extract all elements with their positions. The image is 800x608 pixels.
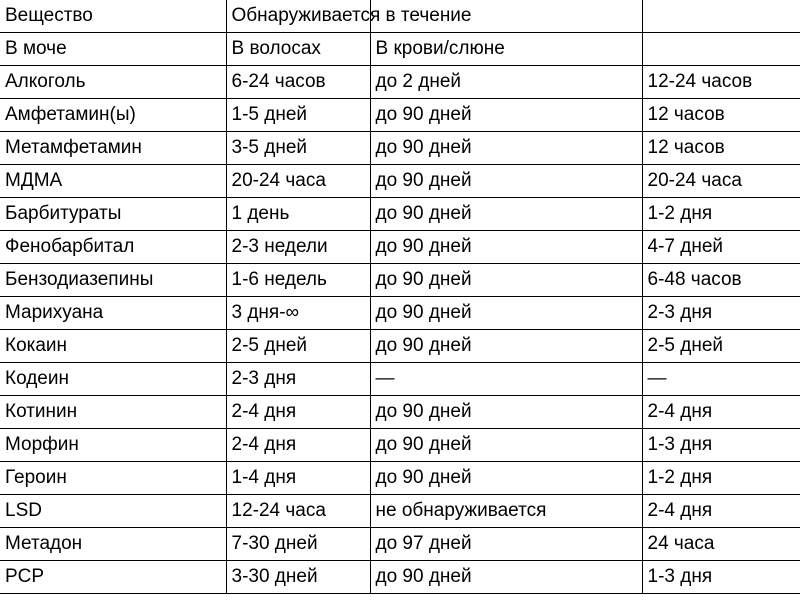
blood-cell: до 90 дней bbox=[370, 165, 642, 198]
blood-cell: до 90 дней bbox=[370, 264, 642, 297]
hair-cell: 6-24 часов bbox=[226, 66, 370, 99]
hair-cell: 2-4 дня bbox=[226, 429, 370, 462]
hair-cell: 20-24 часа bbox=[226, 165, 370, 198]
blood-cell: до 90 дней bbox=[370, 99, 642, 132]
table-row bbox=[0, 363, 800, 396]
substance-cell: МДМА bbox=[0, 165, 226, 198]
header-row bbox=[0, 0, 800, 33]
table-row bbox=[0, 462, 800, 495]
table-row bbox=[0, 132, 800, 165]
hair-cell: 3 дня-∞ bbox=[226, 297, 370, 330]
extra-cell: 2-5 дней bbox=[642, 330, 800, 363]
table-row bbox=[0, 396, 800, 429]
substance-cell: Котинин bbox=[0, 396, 226, 429]
subheader-cell: В моче bbox=[0, 33, 226, 66]
subheader-cell: В волосах bbox=[226, 33, 370, 66]
table-row bbox=[0, 330, 800, 363]
extra-cell: 6-48 часов bbox=[642, 264, 800, 297]
hair-cell: 2-5 дней bbox=[226, 330, 370, 363]
substance-cell: Героин bbox=[0, 462, 226, 495]
extra-cell: 2-4 дня bbox=[642, 495, 800, 528]
substance-cell: Кокаин bbox=[0, 330, 226, 363]
blood-cell: до 90 дней bbox=[370, 132, 642, 165]
blood-cell: до 90 дней bbox=[370, 561, 642, 594]
substance-cell: Кодеин bbox=[0, 363, 226, 396]
table-row bbox=[0, 66, 800, 99]
extra-cell: — bbox=[642, 363, 800, 396]
table-row bbox=[0, 231, 800, 264]
substance-cell: Бензодиазепины bbox=[0, 264, 226, 297]
substance-cell: Фенобарбитал bbox=[0, 231, 226, 264]
table-row bbox=[0, 264, 800, 297]
hair-cell: 3-5 дней bbox=[226, 132, 370, 165]
hair-cell: 12-24 часа bbox=[226, 495, 370, 528]
substance-cell: Алкоголь bbox=[0, 66, 226, 99]
extra-cell: 1-3 дня bbox=[642, 429, 800, 462]
substance-cell: Метадон bbox=[0, 528, 226, 561]
substance-cell: Барбитураты bbox=[0, 198, 226, 231]
table-row bbox=[0, 198, 800, 231]
substance-cell: Амфетамин(ы) bbox=[0, 99, 226, 132]
substance-cell: Марихуана bbox=[0, 297, 226, 330]
table-row bbox=[0, 297, 800, 330]
substance-cell: PCP bbox=[0, 561, 226, 594]
extra-cell: 1-2 дня bbox=[642, 198, 800, 231]
extra-cell: 1-2 дня bbox=[642, 462, 800, 495]
hair-cell: 2-4 дня bbox=[226, 396, 370, 429]
table-row bbox=[0, 99, 800, 132]
blood-cell: не обнаруживается bbox=[370, 495, 642, 528]
hair-cell: 2-3 дня bbox=[226, 363, 370, 396]
substance-cell: Морфин bbox=[0, 429, 226, 462]
subheader-cell: В крови/слюне bbox=[370, 33, 642, 66]
blood-cell: до 90 дней bbox=[370, 396, 642, 429]
hair-cell: 1-4 дня bbox=[226, 462, 370, 495]
table-row bbox=[0, 165, 800, 198]
extra-cell: 2-4 дня bbox=[642, 396, 800, 429]
hair-cell: 1 день bbox=[226, 198, 370, 231]
extra-cell: 12 часов bbox=[642, 99, 800, 132]
subheader-cell bbox=[642, 33, 800, 66]
hair-cell: 7-30 дней bbox=[226, 528, 370, 561]
extra-cell: 12-24 часов bbox=[642, 66, 800, 99]
extra-cell: 4-7 дней bbox=[642, 231, 800, 264]
header-cell: Обнаруживается в течение bbox=[226, 0, 370, 33]
blood-cell: до 90 дней bbox=[370, 429, 642, 462]
blood-cell: до 90 дней bbox=[370, 297, 642, 330]
table-row bbox=[0, 495, 800, 528]
substance-cell: Метамфетамин bbox=[0, 132, 226, 165]
extra-cell: 2-3 дня bbox=[642, 297, 800, 330]
blood-cell: до 2 дней bbox=[370, 66, 642, 99]
extra-cell: 20-24 часа bbox=[642, 165, 800, 198]
table-row bbox=[0, 528, 800, 561]
blood-cell: до 90 дней bbox=[370, 330, 642, 363]
extra-cell: 1-3 дня bbox=[642, 561, 800, 594]
header-cell bbox=[642, 0, 800, 33]
substance-cell: LSD bbox=[0, 495, 226, 528]
blood-cell: до 90 дней bbox=[370, 231, 642, 264]
blood-cell: до 90 дней bbox=[370, 462, 642, 495]
blood-cell: до 90 дней bbox=[370, 198, 642, 231]
hair-cell: 3-30 дней bbox=[226, 561, 370, 594]
table-row bbox=[0, 429, 800, 462]
blood-cell: — bbox=[370, 363, 642, 396]
table-row bbox=[0, 561, 800, 594]
hair-cell: 1-5 дней bbox=[226, 99, 370, 132]
extra-cell: 12 часов bbox=[642, 132, 800, 165]
hair-cell: 2-3 недели bbox=[226, 231, 370, 264]
subheader-row bbox=[0, 33, 800, 66]
header-cell: Вещество bbox=[0, 0, 226, 33]
hair-cell: 1-6 недель bbox=[226, 264, 370, 297]
blood-cell: до 97 дней bbox=[370, 528, 642, 561]
extra-cell: 24 часа bbox=[642, 528, 800, 561]
